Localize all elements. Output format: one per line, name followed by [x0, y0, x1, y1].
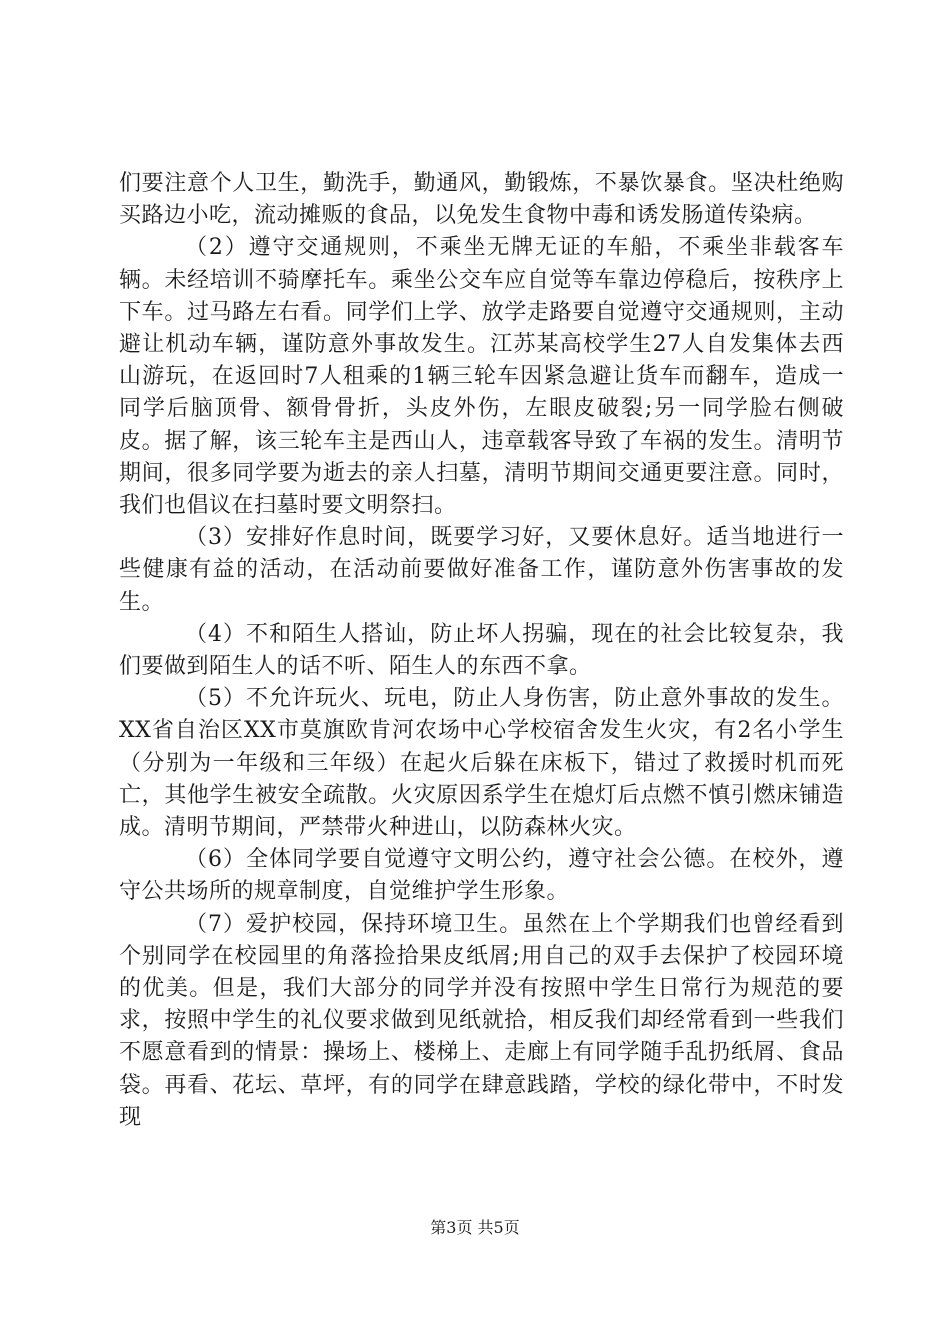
paragraph-item-7: （7）爱护校园，保持环境卫生。虽然在上个学期我们也曾经看到个别同学在校园里的角落捡拾果皮纸屑;用自己的双手去保护了校园环境的优美。但是，我们大部分的同学并没有按照中学生日常行为规范的要求，按照中学生的礼仪要求做到见纸就拾，相反我们却经常看到一些我们不愿意看到的情景：操场上、楼梯上、走廊上有同学随手乱扔纸屑、食品袋。再看、花坛、草坪，有的同学在肆意践踏，学校的绿化带中，不时发现	[119, 911, 844, 1130]
paragraph-item-3: （3）安排好作息时间，既要学习好，又要休息好。适当地进行一些健康有益的活动，在活动前要做好准备工作，谨防意外伤害事故的发生。	[119, 525, 844, 615]
paragraph-item-2: （2）遵守交通规则，不乘坐无牌无证的车船，不乘坐非载客车辆。未经培训不骑摩托车。乘坐公交车应自觉等车靠边停稳后，按秩序上下车。过马路左右看。同学们上学、放学走路要自觉遵守交通规则，主动避让机动车辆，谨防意外事故发生。江苏某高校学生27人自发集体去西山游玩，在返回时7人租乘的1辆三轮车因紧急避让货车而翻车，造成一同学后脑顶骨、额骨骨折，头皮外伤，左眼皮破裂;另一同学脸右侧破皮。据了解，该三轮车主是西山人，违章载客导致了车祸的发生。清明节期间，很多同学要为逝去的亲人扫墓，清明节期间交通更要注意。同时，我们也倡议在扫墓时要文明祭扫。	[119, 235, 844, 519]
paragraph-item-5: （5）不允许玩火、玩电，防止人身伤害，防止意外事故的发生。XX省自治区XX市莫旗欧肯河农场中心学校宿舍发生火灾，有2名小学生（分别为一年级和三年级）在起火后躲在床板下，错过了救援时机而死亡，其他学生被安全疏散。火灾原因系学生在熄灯后点燃不慎引燃床铺造成。清明节期间，严禁带火种进山，以防森林火灾。	[119, 686, 844, 841]
paragraph-item-6: （6）全体同学要自觉遵守文明公约，遵守社会公德。在校外，遵守公共场所的规章制度，自觉维护学生形象。	[119, 847, 844, 905]
body-text	[119, 168, 844, 1134]
page-number-footer: 第3页 共5页	[430, 1218, 520, 1237]
paragraph-continued: 们要注意个人卫生，勤洗手，勤通风，勤锻炼，不暴饮暴食。坚决杜绝购买路边小吃，流动摊贩的食品，以免发生食物中毒和诱发肠道传染病。	[119, 171, 844, 229]
paragraph-item-4: （4）不和陌生人搭讪，防止坏人拐骗，现在的社会比较复杂，我们要做到陌生人的话不听、陌生人的东西不拿。	[119, 621, 844, 680]
